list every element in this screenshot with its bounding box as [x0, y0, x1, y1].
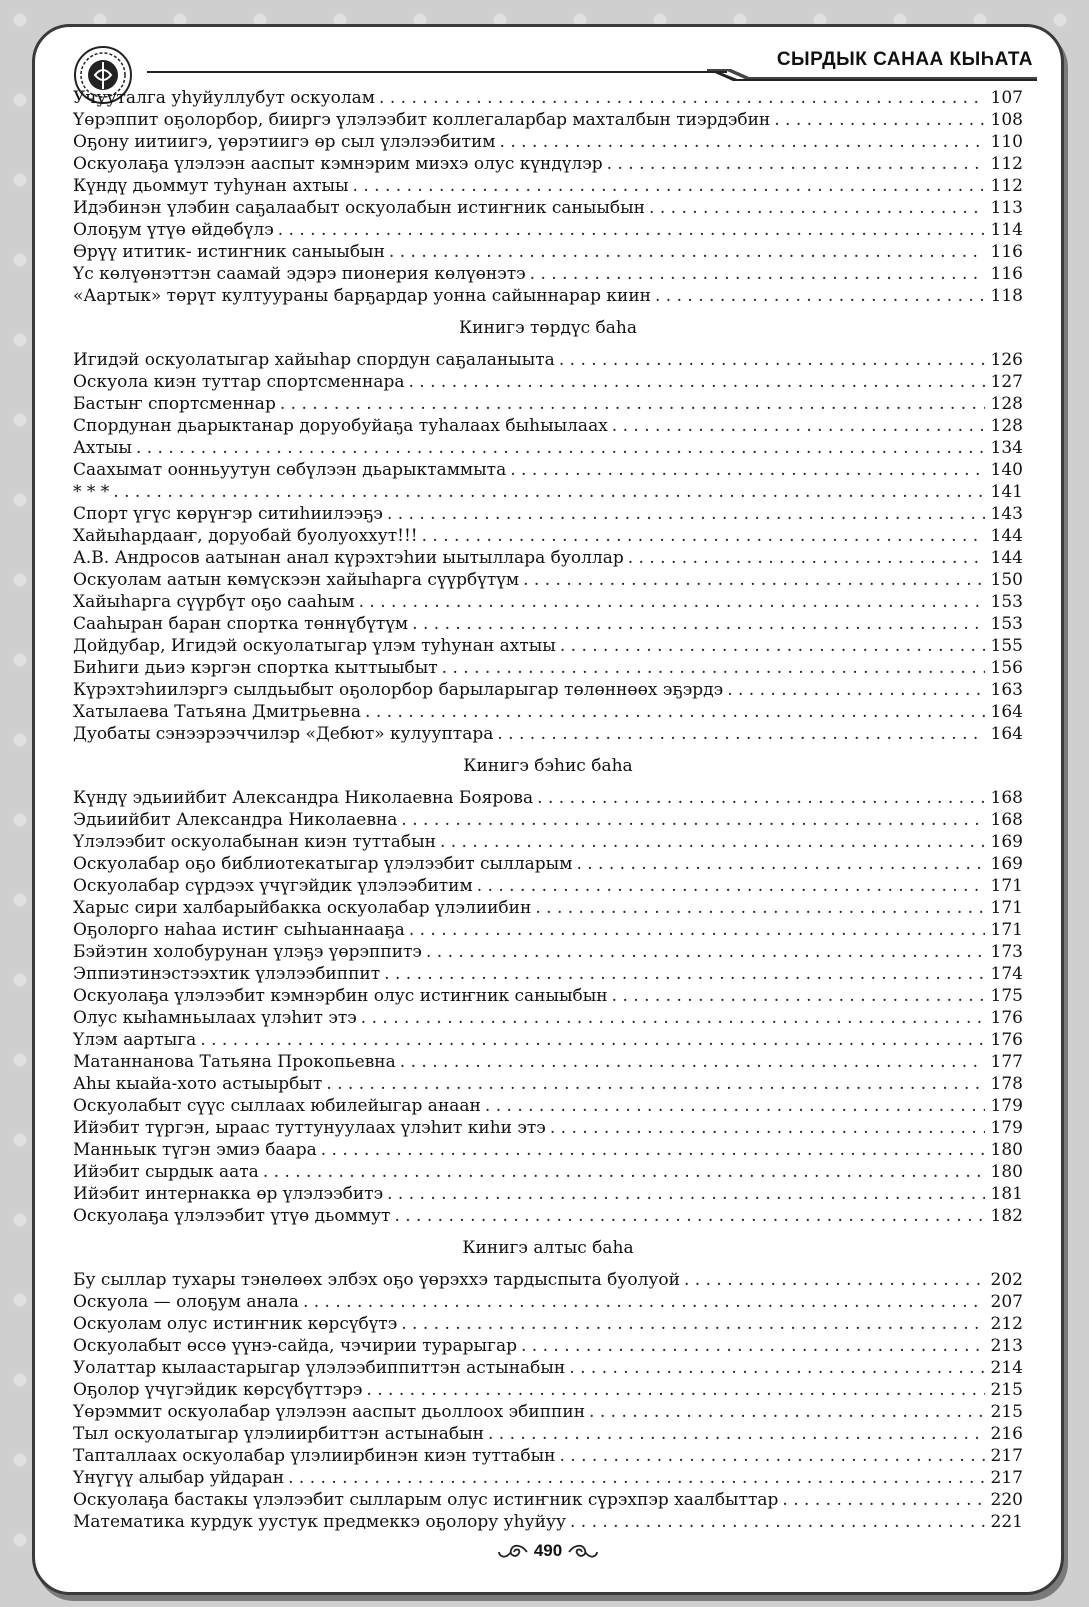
- toc-entry-page: 176: [990, 1030, 1023, 1050]
- dot-leader: [523, 569, 985, 591]
- dot-leader: [576, 853, 985, 875]
- toc-entry-page: 144: [990, 526, 1023, 546]
- toc-entry-title: Оскуола — олоҕум анала: [73, 1292, 299, 1312]
- dot-leader: [288, 1467, 985, 1489]
- dot-leader: [409, 919, 985, 941]
- dot-leader: [774, 109, 985, 131]
- toc-entry-page: 179: [990, 1096, 1023, 1116]
- toc-entry: [73, 723, 1023, 745]
- dot-leader: [442, 657, 985, 679]
- toc-entry-page: 217: [990, 1468, 1023, 1488]
- dot-leader: [440, 831, 985, 853]
- header-rule: [147, 71, 727, 73]
- toc-entry: [73, 1269, 1023, 1291]
- toc-entry-page: 175: [990, 986, 1023, 1006]
- toc-entry-title: А.В. Андросов аатынан анал күрэхтэһии ыытыллара буоллар: [73, 548, 624, 568]
- section-heading: Кинигэ бэһис баһа: [463, 756, 633, 776]
- dot-leader: [401, 809, 985, 831]
- toc-entry: [73, 919, 1023, 941]
- dot-leader: [278, 219, 985, 241]
- dot-leader: [570, 1511, 985, 1533]
- toc-entry-title: Оскуола киэн туттар спортсменнара: [73, 372, 405, 392]
- dot-leader: [426, 941, 985, 963]
- toc-entry-title: * * *: [73, 482, 110, 502]
- toc-entry: [73, 525, 1023, 547]
- toc-entry-title: Аһы кыайа-хото астыырбыт: [73, 1074, 323, 1094]
- dot-leader: [612, 985, 985, 1007]
- toc-entry-page: 182: [990, 1206, 1023, 1226]
- toc-entry: [73, 1029, 1023, 1051]
- toc-entry: [73, 1117, 1023, 1139]
- dot-leader: [384, 963, 985, 985]
- toc-entry-title: Эппиэтинэстээхтик үлэлээбиппит: [73, 964, 381, 984]
- toc-entry-title: Күндү эдьиийбит Александра Николаевна Боярова: [73, 788, 534, 808]
- toc-entry-title: Үлэлээбит оскуолабынан киэн туттабын: [73, 832, 436, 852]
- dot-leader: [359, 591, 985, 613]
- dot-leader: [569, 1357, 985, 1379]
- dot-leader: [422, 525, 985, 547]
- left-ornament-icon: [497, 1542, 529, 1562]
- toc-entry-page: 140: [990, 460, 1023, 480]
- toc-entry-title: Өрүү ититик- истиҥник саныыбын: [73, 242, 385, 262]
- toc-entry-page: 168: [990, 810, 1023, 830]
- dot-leader: [394, 1205, 985, 1227]
- toc-entry: [73, 1401, 1023, 1423]
- toc-entry-page: 155: [990, 636, 1023, 656]
- toc-entry-page: 164: [990, 724, 1023, 744]
- toc-entry-page: 221: [990, 1512, 1023, 1532]
- dot-leader: [379, 87, 985, 109]
- dot-leader: [559, 349, 985, 371]
- toc-entry: [73, 1489, 1023, 1511]
- dot-leader: [537, 787, 985, 809]
- toc-entry: [73, 459, 1023, 481]
- toc-entry-title: Ийэбит түргэн, ыраас туттунуулаах үлэһит киһи этэ: [73, 1118, 546, 1138]
- toc-entry-title: Оскуолам олус истиҥник көрсүбүтэ: [73, 1314, 398, 1334]
- toc-entry-page: 202: [990, 1270, 1023, 1290]
- dot-leader: [303, 1291, 985, 1313]
- dot-leader: [326, 1073, 985, 1095]
- toc-entry-page: 212: [990, 1314, 1023, 1334]
- toc-entry: [73, 853, 1023, 875]
- page-footer: [35, 1541, 1061, 1562]
- toc-entry-title: Оҕолор үчүгэйдик көрсүбүттэрэ: [73, 1380, 363, 1400]
- toc-entry-title: Матаннанова Татьяна Прокопьевна: [73, 1052, 396, 1072]
- toc-entry-page: 216: [990, 1424, 1023, 1444]
- toc-entry: [73, 613, 1023, 635]
- toc-entry: [73, 393, 1023, 415]
- toc-entry-page: 214: [990, 1358, 1023, 1378]
- toc-entry: [73, 831, 1023, 853]
- section-heading: Кинигэ төрдүс баһа: [459, 318, 637, 338]
- dot-leader: [136, 437, 985, 459]
- toc-entry: [73, 1357, 1023, 1379]
- toc-entry: [73, 897, 1023, 919]
- dot-leader: [510, 459, 985, 481]
- toc-entry-title: Оскуолаҕа үлэлээбит үтүө дьоммут: [73, 1206, 391, 1226]
- dot-leader: [477, 875, 985, 897]
- toc-entry-page: 114: [990, 220, 1023, 240]
- toc-entry-page: 107: [990, 88, 1023, 108]
- toc-entry-title: Дойдубар, Игидэй оскуолатыгар үлэм туһунан ахтыы: [73, 636, 556, 656]
- toc-entry-page: 168: [990, 788, 1023, 808]
- dot-leader: [684, 1269, 985, 1291]
- toc-entry-title: Бу сыллар тухары тэнөлөөх элбэх оҕо үөрэххэ тардыспыта буолуой: [73, 1270, 680, 1290]
- toc-entry-page: 180: [990, 1140, 1023, 1160]
- toc-entry: [73, 569, 1023, 591]
- toc-entry-page: 180: [990, 1162, 1023, 1182]
- dot-leader: [782, 1489, 985, 1511]
- section-heading: Кинигэ алтыс баһа: [462, 1238, 634, 1258]
- toc-entry-page: 215: [990, 1380, 1023, 1400]
- toc-entry-title: Олус кыһамньылаах үлэһит этэ: [73, 1008, 357, 1028]
- toc-entry: [73, 1379, 1023, 1401]
- toc-entry: [73, 1161, 1023, 1183]
- dot-leader: [387, 1183, 985, 1205]
- toc-entry-title: Үс көлүөнэттэн саамай эдэрэ пионерия көлүөнэтэ: [73, 264, 526, 284]
- toc-entry-title: Бастыҥ спортсменнар: [73, 394, 276, 414]
- toc-entry-page: 171: [990, 920, 1023, 940]
- toc-entry-title: Харыс сири халбарыйбакка оскуолабар үлэлиибин: [73, 898, 532, 918]
- toc-entry-title: Оскуолаҕа үлэлээн ааспыт кэмнэрим миэхэ олус күндүлэр: [73, 154, 603, 174]
- toc-entry: [73, 219, 1023, 241]
- toc-entry: [73, 635, 1023, 657]
- running-header: СЫРДЫК САНАА КЫҺАТА: [776, 49, 1033, 70]
- toc-entry-page: 164: [990, 702, 1023, 722]
- dot-leader: [485, 1095, 985, 1117]
- toc-entry-title: Үнүгүү алыбар уйдаран: [73, 1468, 285, 1488]
- toc-entry: [73, 263, 1023, 285]
- toc-entry-title: Оскуолаҕа үлэлээбит кэмнэрбин олус истиҥник саныыбын: [73, 986, 608, 1006]
- toc-entry-page: 177: [990, 1052, 1023, 1072]
- toc-entry: [73, 197, 1023, 219]
- toc-entry: [73, 1467, 1023, 1489]
- dot-leader: [400, 1051, 985, 1073]
- dot-leader: [113, 481, 985, 503]
- toc-entry-title: Хайыһардааҥ, доруобай буолуоххут!!!: [73, 526, 418, 546]
- page-card: [32, 24, 1064, 1595]
- toc-entry-page: 176: [990, 1008, 1023, 1028]
- dot-leader: [500, 131, 985, 153]
- toc-entry-title: Күндү дьоммут туһунан ахтыы: [73, 176, 349, 196]
- toc-entry-page: 113: [990, 198, 1023, 218]
- toc-entry-title: Оскуолаҕа бастакы үлэлээбит сылларым олус истиҥник сүрэхпэр хаалбыттар: [73, 1490, 779, 1510]
- toc-entry: [73, 175, 1023, 197]
- dot-leader: [560, 1445, 986, 1467]
- toc-entry-title: Тапталлаах оскуолабар үлэлиирбинэн киэн туттабын: [73, 1446, 556, 1466]
- toc-entry-page: 108: [990, 110, 1023, 130]
- toc-entry: [73, 547, 1023, 569]
- toc-entry-page: 169: [990, 832, 1023, 852]
- dot-leader: [589, 1401, 985, 1423]
- toc-entry-page: 215: [990, 1402, 1023, 1422]
- toc-entry: [73, 87, 1023, 109]
- toc-entry-title: Спордунан дьарыктанар доруобуйаҕа туһалаах быһыылаах: [73, 416, 608, 436]
- toc-entry-title: Спорт үгүс көрүҥэр ситиһиилээҕэ: [73, 504, 383, 524]
- toc-entry-page: 181: [990, 1184, 1023, 1204]
- toc-entry: [73, 875, 1023, 897]
- dot-leader: [655, 285, 985, 307]
- toc-entry-title: Сааһыран баран спортка төннүбүтүм: [73, 614, 409, 634]
- dot-leader: [387, 503, 985, 525]
- toc-entry-title: Үөрэммит оскуолабар үлэлээн ааспыт дьоллоох эбиппин: [73, 1402, 586, 1422]
- toc-entry-title: Оскуолабыт сүүс сыллаах юбилейыгар анаан: [73, 1096, 481, 1116]
- toc-entry: [73, 657, 1023, 679]
- dot-leader: [389, 241, 985, 263]
- dot-leader: [353, 175, 985, 197]
- toc-entry-title: Эдьиийбит Александра Николаевна: [73, 810, 398, 830]
- dot-leader: [727, 679, 985, 701]
- toc-entry-page: 110: [990, 132, 1023, 152]
- toc-entry-page: 144: [990, 548, 1023, 568]
- toc-entry-page: 116: [990, 242, 1023, 262]
- toc-entry: [73, 1335, 1023, 1357]
- dot-leader: [401, 1313, 985, 1335]
- toc-entry-page: 217: [990, 1446, 1023, 1466]
- toc-entry: [73, 1291, 1023, 1313]
- toc-entry: [73, 131, 1023, 153]
- toc-entry-page: 156: [990, 658, 1023, 678]
- toc-entry: [73, 415, 1023, 437]
- toc-entry-title: Дуобаты сэнээрээччилэр «Дебют» кулууптара: [73, 724, 494, 744]
- dot-leader: [409, 371, 986, 393]
- toc-entry-page: 128: [990, 416, 1023, 436]
- toc-entry-page: 213: [990, 1336, 1023, 1356]
- toc-entry-title: Бэйэтин холобурунан үлэҕэ үөрэппитэ: [73, 942, 422, 962]
- toc-entry-page: 116: [990, 264, 1023, 284]
- toc-entry-page: 153: [990, 592, 1023, 612]
- toc-entry-page: 153: [990, 614, 1023, 634]
- toc-entry: [73, 1205, 1023, 1227]
- dot-leader: [488, 1423, 985, 1445]
- dot-leader: [321, 1139, 985, 1161]
- toc-entry-title: Учууталга уһуйуллубут оскуолам: [73, 88, 376, 108]
- toc-entry-title: Олоҕум үтүө өйдөбүлэ: [73, 220, 274, 240]
- toc-entry-page: 141: [990, 482, 1023, 502]
- toc-entry: [73, 701, 1023, 723]
- dot-leader: [280, 393, 985, 415]
- toc-entry: [73, 941, 1023, 963]
- toc-entry-page: 173: [990, 942, 1023, 962]
- toc-entry-title: Күрэхтэһиилэргэ сылдьыбыт оҕолорбор барыларыгар төлөннөөх эҕэрдэ: [73, 680, 724, 700]
- toc-entry: [73, 1511, 1023, 1533]
- toc-entry: [73, 241, 1023, 263]
- toc-entry: [73, 1073, 1023, 1095]
- toc-entry-title: Хатылаева Татьяна Дмитрьевна: [73, 702, 362, 722]
- toc-entry-title: «Аартык» төрүт култуураны барҕардар уонна сайыннарар киин: [73, 286, 651, 306]
- dot-leader: [530, 263, 985, 285]
- dot-leader: [521, 1335, 985, 1357]
- toc-entry-title: Биһиги дьиэ кэргэн спортка кыттыыбыт: [73, 658, 438, 678]
- toc-entry: [73, 591, 1023, 613]
- toc-entry-title: Оскуолам аатын көмүскээн хайыһарга сүүрбүтүм: [73, 570, 520, 590]
- toc-entry-title: Оҕону иитиигэ, үөрэтиигэ өр сыл үлэлээбитим: [73, 132, 496, 152]
- toc-entry-title: Манньык түгэн эмиэ баара: [73, 1140, 317, 1160]
- toc-entry-page: 126: [990, 350, 1023, 370]
- toc-entry-page: 134: [990, 438, 1023, 458]
- toc-entry: [73, 1183, 1023, 1205]
- toc-entry-page: 171: [990, 898, 1023, 918]
- toc-entry-title: Тыл оскуолатыгар үлэлиирбиттэн астынабын: [73, 1424, 484, 1444]
- toc-entry-title: Ийэбит сырдык аата: [73, 1162, 259, 1182]
- dot-leader: [550, 1117, 985, 1139]
- toc-entry-title: Оскуолабар сүрдээх үчүгэйдик үлэлээбитим: [73, 876, 473, 896]
- dot-leader: [366, 1379, 985, 1401]
- dot-leader: [412, 613, 985, 635]
- toc-entry: [73, 503, 1023, 525]
- toc-entry-page: 143: [990, 504, 1023, 524]
- page-number: 490: [533, 1541, 563, 1561]
- toc-entry: [73, 371, 1023, 393]
- toc-entry-page: 118: [990, 286, 1023, 306]
- toc-entry: [73, 809, 1023, 831]
- toc-entry-page: 171: [990, 876, 1023, 896]
- toc-entry-title: Игидэй оскуолатыгар хайыһар спордун саҕаланыыта: [73, 350, 555, 370]
- toc-entry: [73, 153, 1023, 175]
- toc-entry-page: 112: [990, 176, 1023, 196]
- toc-entry: [73, 109, 1023, 131]
- toc-entry-title: Оҕолорго наһаа истиҥ сыһыаннааҕа: [73, 920, 405, 940]
- toc-entry-title: Үлэм аартыга: [73, 1030, 197, 1050]
- toc-entry-title: Ахтыы: [73, 438, 132, 458]
- toc-entry-title: Уолаттар кылаастарыгар үлэлээбиппиттэн астынабын: [73, 1358, 566, 1378]
- dot-leader: [361, 1007, 985, 1029]
- dot-leader: [497, 723, 985, 745]
- table-of-contents: [73, 87, 1023, 1533]
- toc-entry-page: 127: [990, 372, 1023, 392]
- toc-entry: [73, 1139, 1023, 1161]
- toc-entry-page: 169: [990, 854, 1023, 874]
- dot-leader: [365, 701, 985, 723]
- toc-entry-title: Саахымат оонньуутун сөбүлээн дьарыктаммыта: [73, 460, 507, 480]
- toc-entry: [73, 985, 1023, 1007]
- toc-entry-title: Математика курдук уустук предмеккэ оҕолору уһуйуу: [73, 1512, 566, 1532]
- toc-entry: [73, 963, 1023, 985]
- toc-entry: [73, 481, 1023, 503]
- toc-entry-page: 220: [990, 1490, 1023, 1510]
- toc-entry-title: Хайыһарга сүүрбүт оҕо сааһым: [73, 592, 355, 612]
- dot-leader: [628, 547, 985, 569]
- dot-leader: [607, 153, 985, 175]
- toc-entry: [73, 1007, 1023, 1029]
- toc-entry: [73, 1313, 1023, 1335]
- toc-entry-title: Оскуолабар оҕо библиотекатыгар үлэлээбит сылларым: [73, 854, 573, 874]
- toc-entry-page: 112: [990, 154, 1023, 174]
- toc-entry: [73, 1095, 1023, 1117]
- toc-entry: [73, 1445, 1023, 1467]
- toc-entry-title: Идэбинэн үлэбин саҕалаабыт оскуолабын истиҥник саныыбын: [73, 198, 646, 218]
- dot-leader: [649, 197, 985, 219]
- dot-leader: [535, 897, 985, 919]
- toc-entry-title: Ийэбит интернакка өр үлэлээбитэ: [73, 1184, 384, 1204]
- toc-entry: [73, 437, 1023, 459]
- toc-entry-page: 207: [990, 1292, 1023, 1312]
- dot-leader: [200, 1029, 985, 1051]
- toc-entry: [73, 285, 1023, 307]
- toc-entry: [73, 349, 1023, 371]
- toc-entry-page: 150: [990, 570, 1023, 590]
- toc-entry-page: 174: [990, 964, 1023, 984]
- toc-entry-page: 128: [990, 394, 1023, 414]
- toc-entry: [73, 1051, 1023, 1073]
- toc-entry: [73, 679, 1023, 701]
- toc-entry: [73, 787, 1023, 809]
- toc-entry-page: 178: [990, 1074, 1023, 1094]
- toc-entry-title: Оскуолабыт өссө үүнэ-сайда, чэчирии турарыгар: [73, 1336, 517, 1356]
- toc-entry-page: 163: [990, 680, 1023, 700]
- dot-leader: [612, 415, 985, 437]
- right-ornament-icon: [567, 1542, 599, 1562]
- toc-entry-page: 179: [990, 1118, 1023, 1138]
- toc-entry-title: Үөрэппит оҕолорбор, бииргэ үлэлээбит коллегаларбар махталбын тиэрдэбин: [73, 110, 771, 130]
- dot-leader: [263, 1161, 985, 1183]
- toc-entry: [73, 1423, 1023, 1445]
- dot-leader: [560, 635, 985, 657]
